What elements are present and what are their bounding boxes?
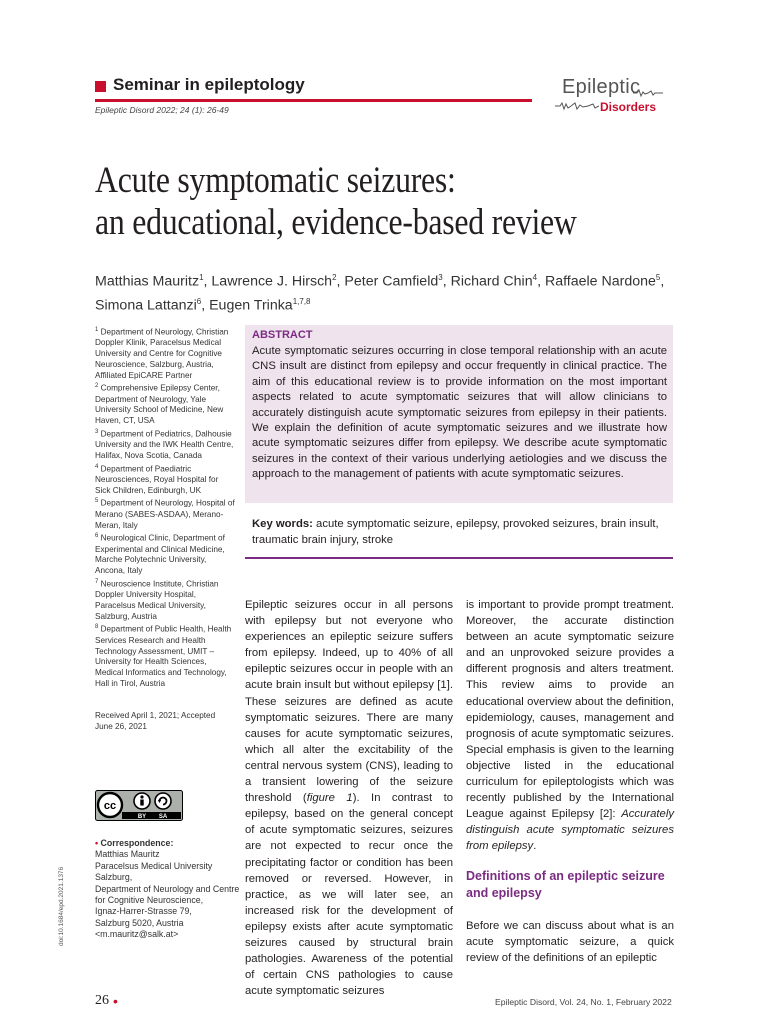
author-name: Eugen Trinka	[209, 297, 293, 314]
author-affiliation-number: 5	[655, 273, 661, 282]
affiliation-item	[95, 577, 235, 623]
affiliation-number: 3	[95, 428, 99, 435]
affiliation-item	[95, 531, 235, 577]
keywords-text: acute symptomatic seizure, epilepsy, provoked seizures, brain insult, traumatic brain injury, stroke	[252, 518, 659, 546]
affiliation-number: 2	[95, 383, 99, 390]
correspondence-heading: Correspondence:	[100, 838, 174, 848]
doi-label: doi:10.1684/epd.2021.1376	[58, 866, 65, 946]
page-number-dot: •	[113, 993, 118, 1009]
author-name: Richard Chin	[450, 273, 533, 290]
section-marker	[95, 81, 106, 92]
footer-journal: Epileptic Disord, Vol. 24, No. 1, February 2022	[495, 997, 672, 1007]
author-name: Simona Lattanzi	[95, 297, 197, 314]
affiliation-text: Comprehensive Epilepsy Center, Department of Neurology, Yale University School of Medicine, New Haven, CT, USA	[95, 383, 224, 426]
article-title	[95, 160, 611, 244]
title-line: Acute symptomatic seizures:	[95, 160, 456, 201]
author-separator: ,	[442, 273, 451, 290]
logo-word-top: Epileptic	[562, 76, 641, 98]
journal-reference: Epileptic Disord 2022; 24 (1): 26-49	[95, 105, 229, 115]
affiliation-number: 6	[95, 533, 99, 540]
author-separator: ,	[336, 273, 345, 290]
body-text: .	[533, 840, 537, 853]
author-affiliation-number: 1	[199, 273, 204, 282]
share-alike-icon	[155, 793, 171, 809]
affiliation-number: 7	[95, 578, 99, 585]
license-sa-label: SA	[158, 814, 168, 820]
cc-license-badge[interactable]	[95, 790, 183, 821]
affiliation-item	[95, 381, 235, 427]
received-dates: Received April 1, 2021; Accepted June 26, 2021	[95, 711, 216, 731]
author-affiliation-number: 3	[438, 273, 443, 282]
author-separator: ,	[660, 273, 665, 290]
author-affiliation-number: 2	[332, 273, 337, 282]
author-name: Peter Camfield	[344, 273, 439, 290]
body-column-right-continued	[466, 918, 674, 966]
body-text: ). In contrast to epilepsy, based on the general concept of acute symptomatic seizures, seizures are not expected to recur once the precipitating factor or condition has been removed or reversed. However, in practice, as we will later see, an increased risk for the development of epilepsy exists after acute symptomatic seizures caused by structural brain pathologies. Awareness of the potential of certain CNS pathologies to cause acute symptomatic seizures	[245, 792, 453, 998]
correspondence-bullet: •	[95, 838, 99, 848]
affiliation-item	[95, 462, 235, 497]
author-separator: ,	[203, 273, 212, 290]
correspondence-line: Paracelsus Medical University Salzburg,	[95, 860, 213, 883]
correspondence-line: Ignaz-Harrer-Strasse 79,	[95, 906, 192, 917]
license-by-label: BY	[137, 814, 147, 820]
author-name: Lawrence J. Hirsch	[211, 273, 333, 290]
section-heading: Definitions of an epileptic seizure and epilepsy	[466, 869, 665, 900]
affiliation-item	[95, 427, 235, 462]
affiliation-item	[95, 622, 235, 689]
affiliation-number: 1	[95, 327, 99, 333]
affiliation-item	[95, 496, 235, 531]
author-list	[95, 268, 685, 315]
author-separator: ,	[537, 273, 545, 290]
body-text: is important to provide prompt treatment. Moreover, the accurate distinction between an acute symptomatic seizure and an unprovoked seizure provides a different prognosis and alters treatment. This review aims to provide an educational overview about the definition, epidemiology, causes, management and prognosis of acute symptomatic seizures. Special emphasis is given to the learning objective listed in the educational curriculum for epileptologists which was recently published by the International League against Epilepsy [2]:	[466, 599, 674, 821]
correspondence-email[interactable]: <m.mauritz@salk.at>	[95, 929, 179, 940]
affiliation-text: Department of Public Health, Health Services Research and Health Technology Assessment, UMIT – University for Health Sciences, Medical Informatics and Technology, Hall in Tirol, Austria	[95, 625, 232, 688]
abstract-heading: ABSTRACT	[252, 329, 313, 341]
author-name: Matthias Mauritz	[95, 273, 200, 290]
affiliation-number: 8	[95, 624, 99, 631]
logo-wave-icon	[555, 101, 599, 111]
keywords	[252, 516, 672, 548]
affiliation-number: 4	[95, 463, 99, 470]
figure-reference-link[interactable]: figure 1	[306, 792, 353, 805]
affiliation-number: 5	[95, 498, 99, 505]
header-rule	[95, 99, 532, 102]
journal-logo	[550, 78, 670, 116]
correspondence-line: Matthias Mauritz	[95, 849, 160, 860]
author-affiliation-number: 6	[196, 296, 202, 306]
author-name: Raffaele Nardone	[544, 273, 656, 290]
body-column-right	[466, 597, 674, 855]
affiliation-text: Department of Neurology, Hospital of Merano (SABES-ASDAA), Merano-Meran, Italy	[95, 499, 235, 530]
affiliation-text: Department of Pediatrics, Dalhousie University and the IWK Health Centre, Halifax, Nova Scotia, Canada	[95, 429, 234, 460]
section-label: Seminar in epileptology	[113, 75, 305, 94]
logo-word-bottom: Disorders	[600, 100, 657, 114]
abstract-text: Acute symptomatic seizures occurring in close temporal relationship with an acute CNS insult are distinct from epilepsy and occur frequently in clinical practice. The aim of this educational review is to provide information on the most important aspects related to acute symptomatic seizures that will allow clinicians to accurately distinguish acute symptomatic seizures from epilepsy in their patients. We explain the definition of acute symptomatic seizures and we illustrate how acute symptomatic seizures differ from epilepsy. We describe acute symptomatic seizures in the context of their various underlying aetiologies and we discuss the approach to the management of patients with acute symptomatic seizures.	[252, 345, 667, 481]
affiliation-text: Department of Neurology, Christian Doppler Klinik, Paracelsus Medical University and Centre for Cognitive Neuroscience, Salzburg, Austria, Affiliated EpiCARE Partner	[95, 327, 229, 380]
body-column-left	[245, 597, 453, 999]
correspondence-address	[95, 849, 240, 940]
logo-wave-icon	[633, 88, 663, 98]
affiliation-list	[95, 325, 235, 689]
author-separator: ,	[201, 297, 210, 314]
title-line: an educational, evidence-based review	[95, 202, 577, 243]
affiliation-item	[95, 325, 235, 381]
author-affiliation-number: 4	[532, 273, 538, 282]
body-text: Before we can discuss about what is an acute symptomatic seizure, a quick review of the definitions of an epileptic	[466, 920, 674, 965]
affiliation-text: Neuroscience Institute, Christian Doppler University Hospital, Paracelsus Medical University, Salzburg, Austria	[95, 579, 219, 621]
learning-objective: Accurately distinguish acute symptomatic seizures from epilepsy	[466, 808, 674, 853]
author-affiliation-number: 1,7,8	[292, 296, 311, 306]
correspondence-block	[95, 838, 240, 941]
correspondence-line: Department of Neurology and Centre for Cognitive Neuroscience,	[95, 883, 240, 906]
keywords-rule	[245, 557, 673, 559]
page-number: 26	[95, 993, 109, 1008]
affiliation-text: Department of Paediatric Neurosciences, Royal Hospital for Sick Children, Edinburgh, UK	[95, 464, 219, 495]
body-text: Epileptic seizures occur in all persons with epilepsy but not everyone who experiences an epileptic seizure suffers from epilepsy. Indeed, up to 40% of all epileptic seizures occur in people with an acute brain insult but without epilepsy [1]. These seizures are defined as acute symptomatic seizures. There are many causes for acute symptomatic seizures, which all alter the excitability of the central nervous system (CNS), leading to a transient lowering of the seizure threshold (	[245, 599, 453, 805]
keywords-label: Key words:	[252, 518, 313, 530]
cc-icon-text: cc	[103, 800, 117, 812]
correspondence-line: Salzburg 5020, Austria	[95, 917, 184, 928]
affiliation-text: Neurological Clinic, Department of Experimental and Clinical Medicine, Marche Polytechnic University, Ancona, Italy	[95, 534, 225, 576]
